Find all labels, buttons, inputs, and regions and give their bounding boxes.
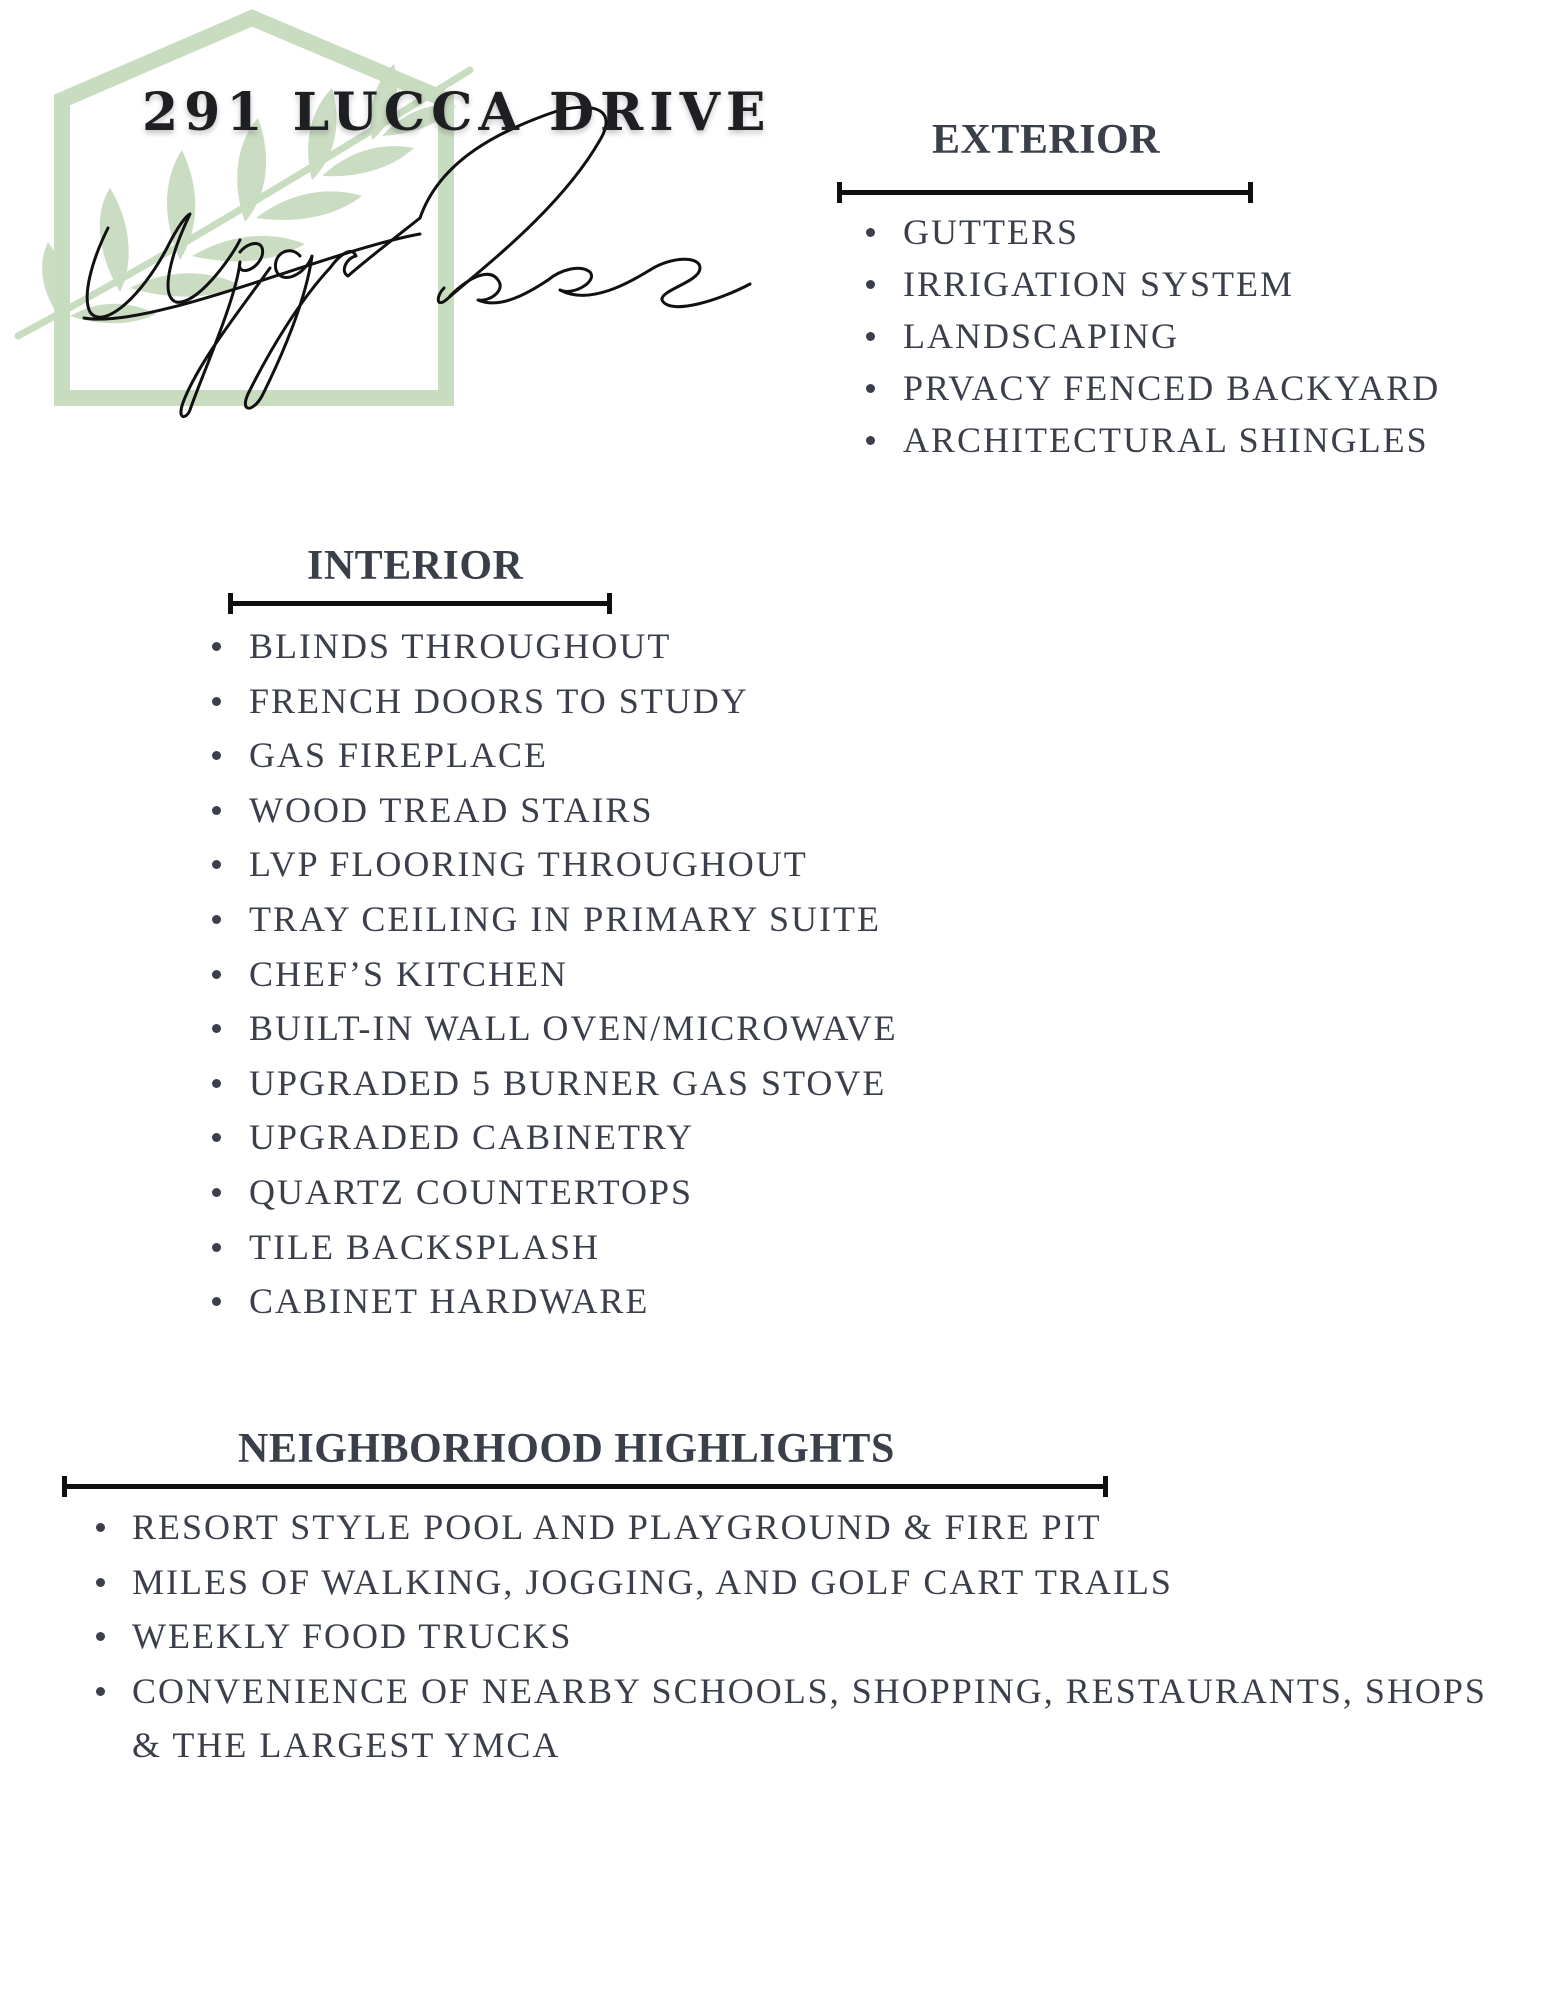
list-item: LANDSCAPING — [866, 310, 1440, 362]
list-item: CABINET HARDWARE — [212, 1274, 898, 1329]
list-item: WOOD TREAD STAIRS — [212, 783, 898, 838]
exterior-heading: EXTERIOR — [932, 117, 1161, 163]
bullet-icon — [866, 280, 875, 289]
bullet-icon — [96, 1632, 105, 1641]
bullet-icon — [212, 970, 221, 979]
interior-list — [212, 619, 898, 1329]
list-item: LVP FLOORING THROUGHOUT — [212, 837, 898, 892]
bullet-icon — [212, 1079, 221, 1088]
list-item: FRENCH DOORS TO STUDY — [212, 674, 898, 729]
list-item: BUILT-IN WALL OVEN/MICROWAVE — [212, 1001, 898, 1056]
property-address: 291 LUCCA DRIVE — [142, 82, 772, 143]
bullet-icon — [212, 1024, 221, 1033]
exterior-list — [866, 206, 1440, 466]
bullet-icon — [212, 1297, 221, 1306]
list-item: ARCHITECTURAL SHINGLES — [866, 414, 1440, 466]
interior-heading: INTERIOR — [307, 543, 524, 589]
bullet-icon — [212, 751, 221, 760]
bullet-icon — [212, 915, 221, 924]
list-item: QUARTZ COUNTERTOPS — [212, 1165, 898, 1220]
list-item: TRAY CEILING IN PRIMARY SUITE — [212, 892, 898, 947]
list-item: MILES OF WALKING, JOGGING, AND GOLF CART TRAILS — [96, 1555, 1492, 1610]
list-item: TILE BACKSPLASH — [212, 1220, 898, 1275]
bullet-icon — [212, 1243, 221, 1252]
exterior-divider — [837, 190, 1253, 195]
bullet-icon — [96, 1687, 105, 1696]
bullet-icon — [96, 1523, 105, 1532]
list-item: IRRIGATION SYSTEM — [866, 258, 1440, 310]
upgrades-script-title — [70, 180, 811, 330]
list-item: CONVENIENCE OF NEARBY SCHOOLS, SHOPPING, RESTAURANTS, SHOPS & THE LARGEST YMCA — [96, 1664, 1492, 1773]
list-item: UPGRADED 5 BURNER GAS STOVE — [212, 1056, 898, 1111]
bullet-icon — [212, 1133, 221, 1142]
bullet-icon — [96, 1578, 105, 1587]
logo — [0, 0, 780, 440]
bullet-icon — [866, 332, 875, 341]
bullet-icon — [212, 642, 221, 651]
bullet-icon — [866, 384, 875, 393]
bullet-icon — [212, 1188, 221, 1197]
list-item: BLINDS THROUGHOUT — [212, 619, 898, 674]
list-item: PRVACY FENCED BACKYARD — [866, 362, 1440, 414]
neighborhood-heading: NEIGHBORHOOD HIGHLIGHTS — [238, 1426, 895, 1472]
interior-divider — [228, 601, 612, 606]
bullet-icon — [866, 228, 875, 237]
list-item: GAS FIREPLACE — [212, 728, 898, 783]
list-item: GUTTERS — [866, 206, 1440, 258]
neighborhood-list — [96, 1500, 1492, 1773]
list-item: RESORT STYLE POOL AND PLAYGROUND & FIRE PIT — [96, 1500, 1492, 1555]
bullet-icon — [212, 806, 221, 815]
list-item: UPGRADED CABINETRY — [212, 1110, 898, 1165]
list-item: CHEF’S KITCHEN — [212, 947, 898, 1002]
neighborhood-divider — [62, 1484, 1108, 1489]
list-item: WEEKLY FOOD TRUCKS — [96, 1609, 1492, 1664]
bullet-icon — [212, 860, 221, 869]
bullet-icon — [212, 697, 221, 706]
bullet-icon — [866, 436, 875, 445]
